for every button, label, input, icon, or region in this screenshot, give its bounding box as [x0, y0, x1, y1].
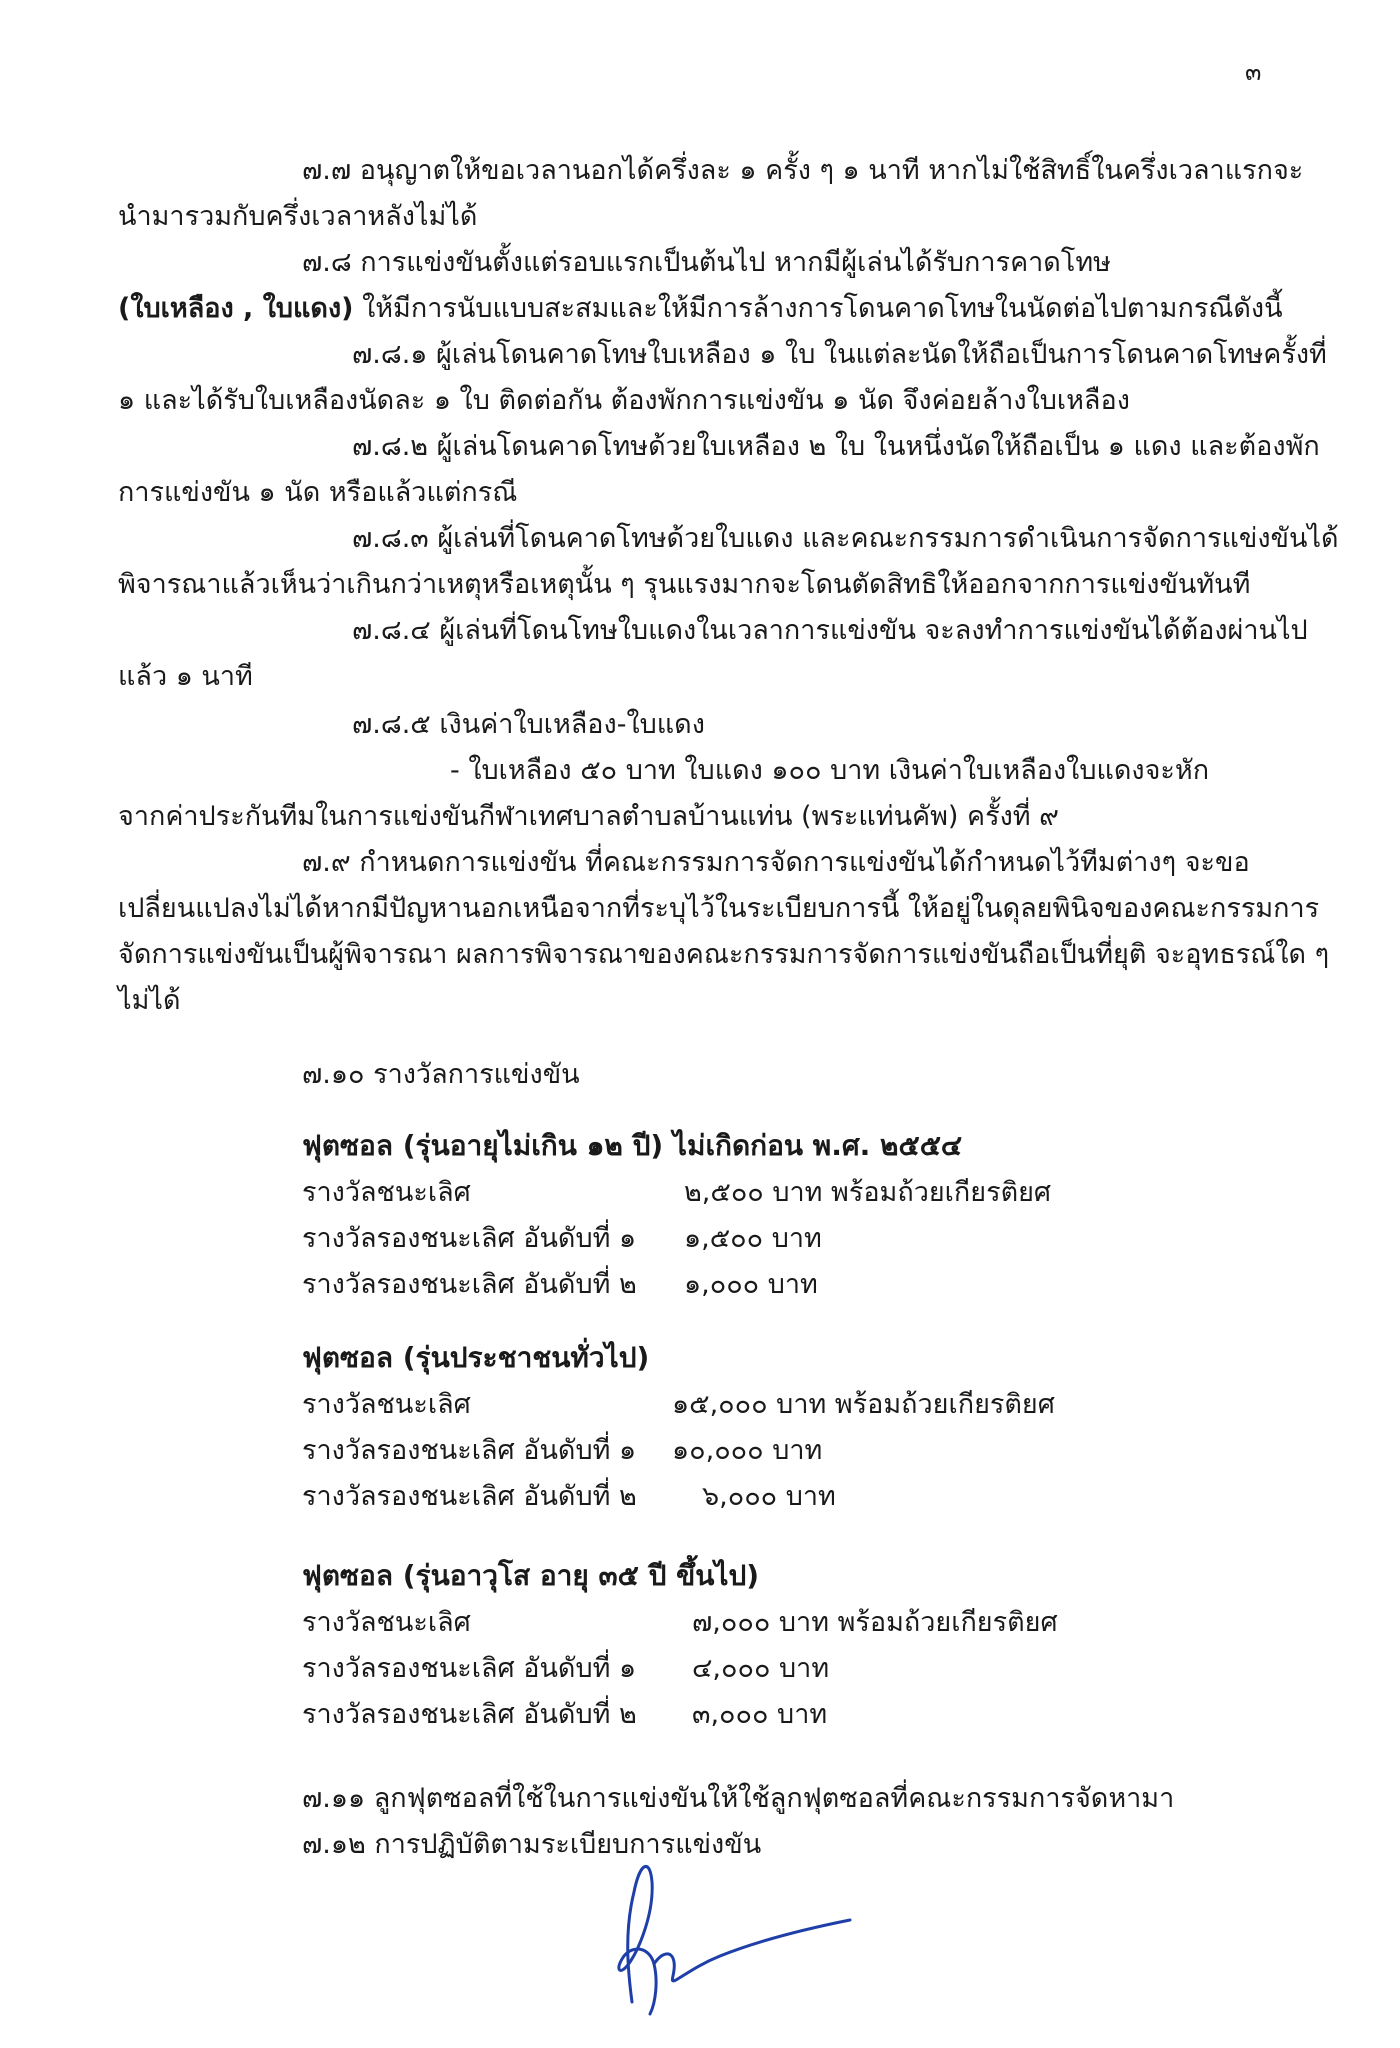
s78-line2: [118, 286, 1283, 329]
s79-line3: จัดการแข่งขันเป็นผู้พิจารณา ผลการพิจารณาของคณะกรรมการจัดการแข่งขันถือเป็นที่ยุติ จะอุทธรณ์ใด ๆ: [118, 939, 1330, 970]
s783-line2: พิจารณาแล้วเห็นว่าเกินกว่าเหตุหรือเหตุนั้น ๆ รุนแรงมากจะโดนตัดสิทธิให้ออกจากการแข่งขันทันที: [118, 569, 1251, 600]
prize-heading-senior: ฟุตซอล (รุ่นอาวุโส อายุ ๓๕ ปี ขึ้นไป): [302, 1559, 760, 1592]
s782-line1: ๗.๘.๒ ผู้เล่นโดนคาดโทษด้วยใบเหลือง ๒ ใบ ในหนึ่งนัดให้ถือเป็น ๑ แดง และต้องพัก: [352, 431, 1320, 462]
s79-line2: เปลี่ยนแปลงไม่ได้หากมีปัญหานอกเหนือจากที่ระบุไว้ในระเบียบการนี้ ให้อยู่ในดุลยพินิจของคณะกรรมการ: [118, 893, 1320, 924]
s781-line1: ๗.๘.๑ ผู้เล่นโดนคาดโทษใบเหลือง ๑ ใบ ในแต่ละนัดให้ถือเป็นการโดนคาดโทษครั้งที่: [352, 339, 1327, 370]
s784-line2: แล้ว ๑ นาที: [118, 661, 253, 692]
s781-line2: ๑ และได้รับใบเหลืองนัดละ ๑ ใบ ติดต่อกัน ต้องพักการแข่งขัน ๑ นัด จึงค่อยล้างใบเหลือง: [118, 385, 1130, 416]
prize-heading-u12: ฟุตซอล (รุ่นอายุไม่เกิน ๑๒ ปี) ไม่เกิดก่อน พ.ศ. ๒๕๕๔: [302, 1129, 963, 1162]
prize-label: รางวัลรองชนะเลิศ อันดับที่ ๑: [302, 1653, 637, 1684]
prize-row: [302, 1692, 1202, 1736]
s78-bold-phrase: (ใบเหลือง , ใบแดง): [118, 293, 354, 324]
page-number: ๓: [1245, 58, 1262, 86]
prize-label: รางวัลชนะเลิศ: [302, 1177, 471, 1208]
prize-amount: ๓,๐๐๐ บาท: [692, 1699, 828, 1730]
s784-line1: ๗.๘.๔ ผู้เล่นที่โดนโทษใบแดงในเวลาการแข่งขัน จะลงทำการแข่งขันได้ต้องผ่านไป: [352, 615, 1308, 646]
s711-line1: ๗.๑๑ ลูกฟุตซอลที่ใช้ในการแข่งขันให้ใช้ลูกฟุตซอลที่คณะกรรมการจัดหามา: [302, 1783, 1175, 1814]
s785-line3: จากค่าประกันทีมในการแข่งขันกีฬาเทศบาลตำบลบ้านแท่น (พระแท่นคัพ) ครั้งที่ ๙: [118, 801, 1059, 832]
s78-line2-rest: ให้มีการนับแบบสะสมและให้มีการล้างการโดนคาดโทษในนัดต่อไปตามกรณีดังนี้: [353, 293, 1283, 324]
s79-line1: ๗.๙ กำหนดการแข่งขัน ที่คณะกรรมการจัดการแข่งขันได้กำหนดไว้ทีมต่างๆ จะขอ: [302, 847, 1250, 878]
s782-line2: การแข่งขัน ๑ นัด หรือแล้วแต่กรณี: [118, 477, 518, 508]
s79-line4: ไม่ได้: [118, 985, 181, 1016]
s712-line1: ๗.๑๒ การปฏิบัติตามระเบียบการแข่งขัน: [302, 1829, 762, 1860]
prize-row: [302, 1474, 1202, 1518]
s783-line1: ๗.๘.๓ ผู้เล่นที่โดนคาดโทษด้วยใบแดง และคณะกรรมการดำเนินการจัดการแข่งขันได้: [352, 523, 1339, 554]
prize-label: รางวัลรองชนะเลิศ อันดับที่ ๒: [302, 1269, 637, 1300]
prize-amount: ๗,๐๐๐ บาท พร้อมถ้วยเกียรติยศ: [692, 1607, 1058, 1638]
s77-line2: นำมารวมกับครึ่งเวลาหลังไม่ได้: [118, 201, 478, 232]
s710-title: ๗.๑๐ รางวัลการแข่งขัน: [302, 1059, 580, 1090]
prize-amount: ๒,๕๐๐ บาท พร้อมถ้วยเกียรติยศ: [684, 1177, 1052, 1208]
prize-row: [302, 1428, 1202, 1472]
s78-line1: ๗.๘ การแข่งขันตั้งแต่รอบแรกเป็นต้นไป หากมีผู้เล่นได้รับการคาดโทษ: [302, 247, 1111, 278]
prize-label: รางวัลรองชนะเลิศ อันดับที่ ๒: [302, 1699, 637, 1730]
prize-amount: ๑๐,๐๐๐ บาท: [672, 1435, 823, 1466]
prize-label: รางวัลรองชนะเลิศ อันดับที่ ๒: [302, 1481, 637, 1512]
prize-amount: ๔,๐๐๐ บาท: [692, 1653, 830, 1684]
prize-row: [302, 1600, 1202, 1644]
prize-label: รางวัลรองชนะเลิศ อันดับที่ ๑: [302, 1223, 637, 1254]
s77-line1: ๗.๗ อนุญาตให้ขอเวลานอกได้ครึ่งละ ๑ ครั้ง ๆ ๑ นาที หากไม่ใช้สิทธิ์ในครึ่งเวลาแรกจะ: [302, 155, 1304, 186]
prize-amount: ๑๕,๐๐๐ บาท พร้อมถ้วยเกียรติยศ: [672, 1389, 1055, 1420]
prize-amount: ๑,๕๐๐ บาท: [684, 1223, 822, 1254]
prize-row: [302, 1646, 1202, 1690]
prize-row: [302, 1216, 1202, 1260]
prize-row: [302, 1170, 1202, 1214]
prize-amount: ๖,๐๐๐ บาท: [702, 1481, 836, 1512]
s785-line2: - ใบเหลือง ๕๐ บาท ใบแดง ๑๐๐ บาท เงินค่าใบเหลืองใบแดงจะหัก: [450, 755, 1210, 786]
prize-row: [302, 1262, 1202, 1306]
prize-heading-general: ฟุตซอล (รุ่นประชาชนทั่วไป): [302, 1341, 650, 1374]
prize-label: รางวัลชนะเลิศ: [302, 1389, 471, 1420]
prize-label: รางวัลรองชนะเลิศ อันดับที่ ๑: [302, 1435, 637, 1466]
s785-line1: ๗.๘.๕ เงินค่าใบเหลือง-ใบแดง: [352, 709, 705, 740]
signature: [610, 1852, 870, 2022]
prize-amount: ๑,๐๐๐ บาท: [684, 1269, 818, 1300]
prize-label: รางวัลชนะเลิศ: [302, 1607, 471, 1638]
prize-row: [302, 1382, 1202, 1426]
